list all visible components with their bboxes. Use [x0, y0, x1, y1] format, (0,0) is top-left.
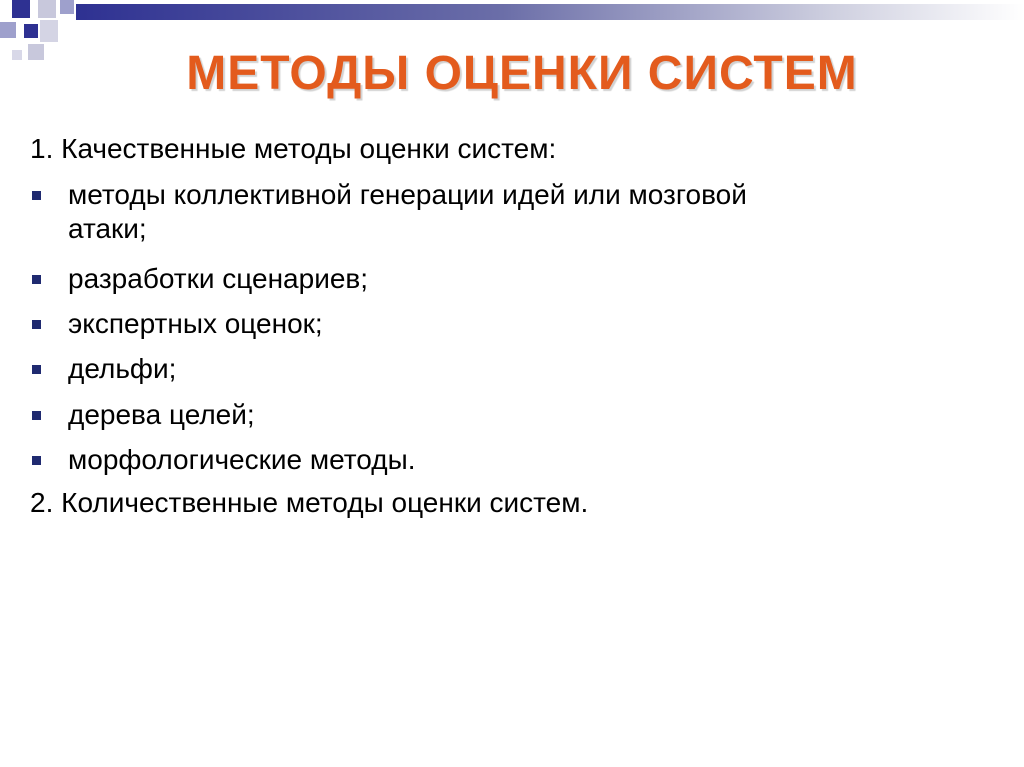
list-item-continuation: атаки; [68, 213, 147, 244]
bullet-marker [32, 365, 41, 374]
list-item: экспертных оценок; [68, 308, 323, 339]
list-item: методы коллективной генерации идей или мозговой [68, 179, 747, 210]
list-item: дельфи; [68, 353, 177, 384]
bullet-marker [32, 456, 41, 465]
heading-quantitative: 2. Количественные методы оценки систем. [30, 487, 589, 518]
slide-title: МЕТОДЫ ОЦЕНКИ СИСТЕМ [186, 47, 858, 100]
bullet-marker [32, 191, 41, 200]
list-item: морфологические методы. [68, 444, 416, 475]
heading-qualitative: 1. Качественные методы оценки систем: [30, 133, 557, 164]
bullet-marker [32, 275, 41, 284]
bullet-marker [32, 411, 41, 420]
bullet-marker [32, 320, 41, 329]
list-item: разработки сценариев; [68, 263, 369, 294]
list-item: дерева целей; [68, 399, 255, 430]
